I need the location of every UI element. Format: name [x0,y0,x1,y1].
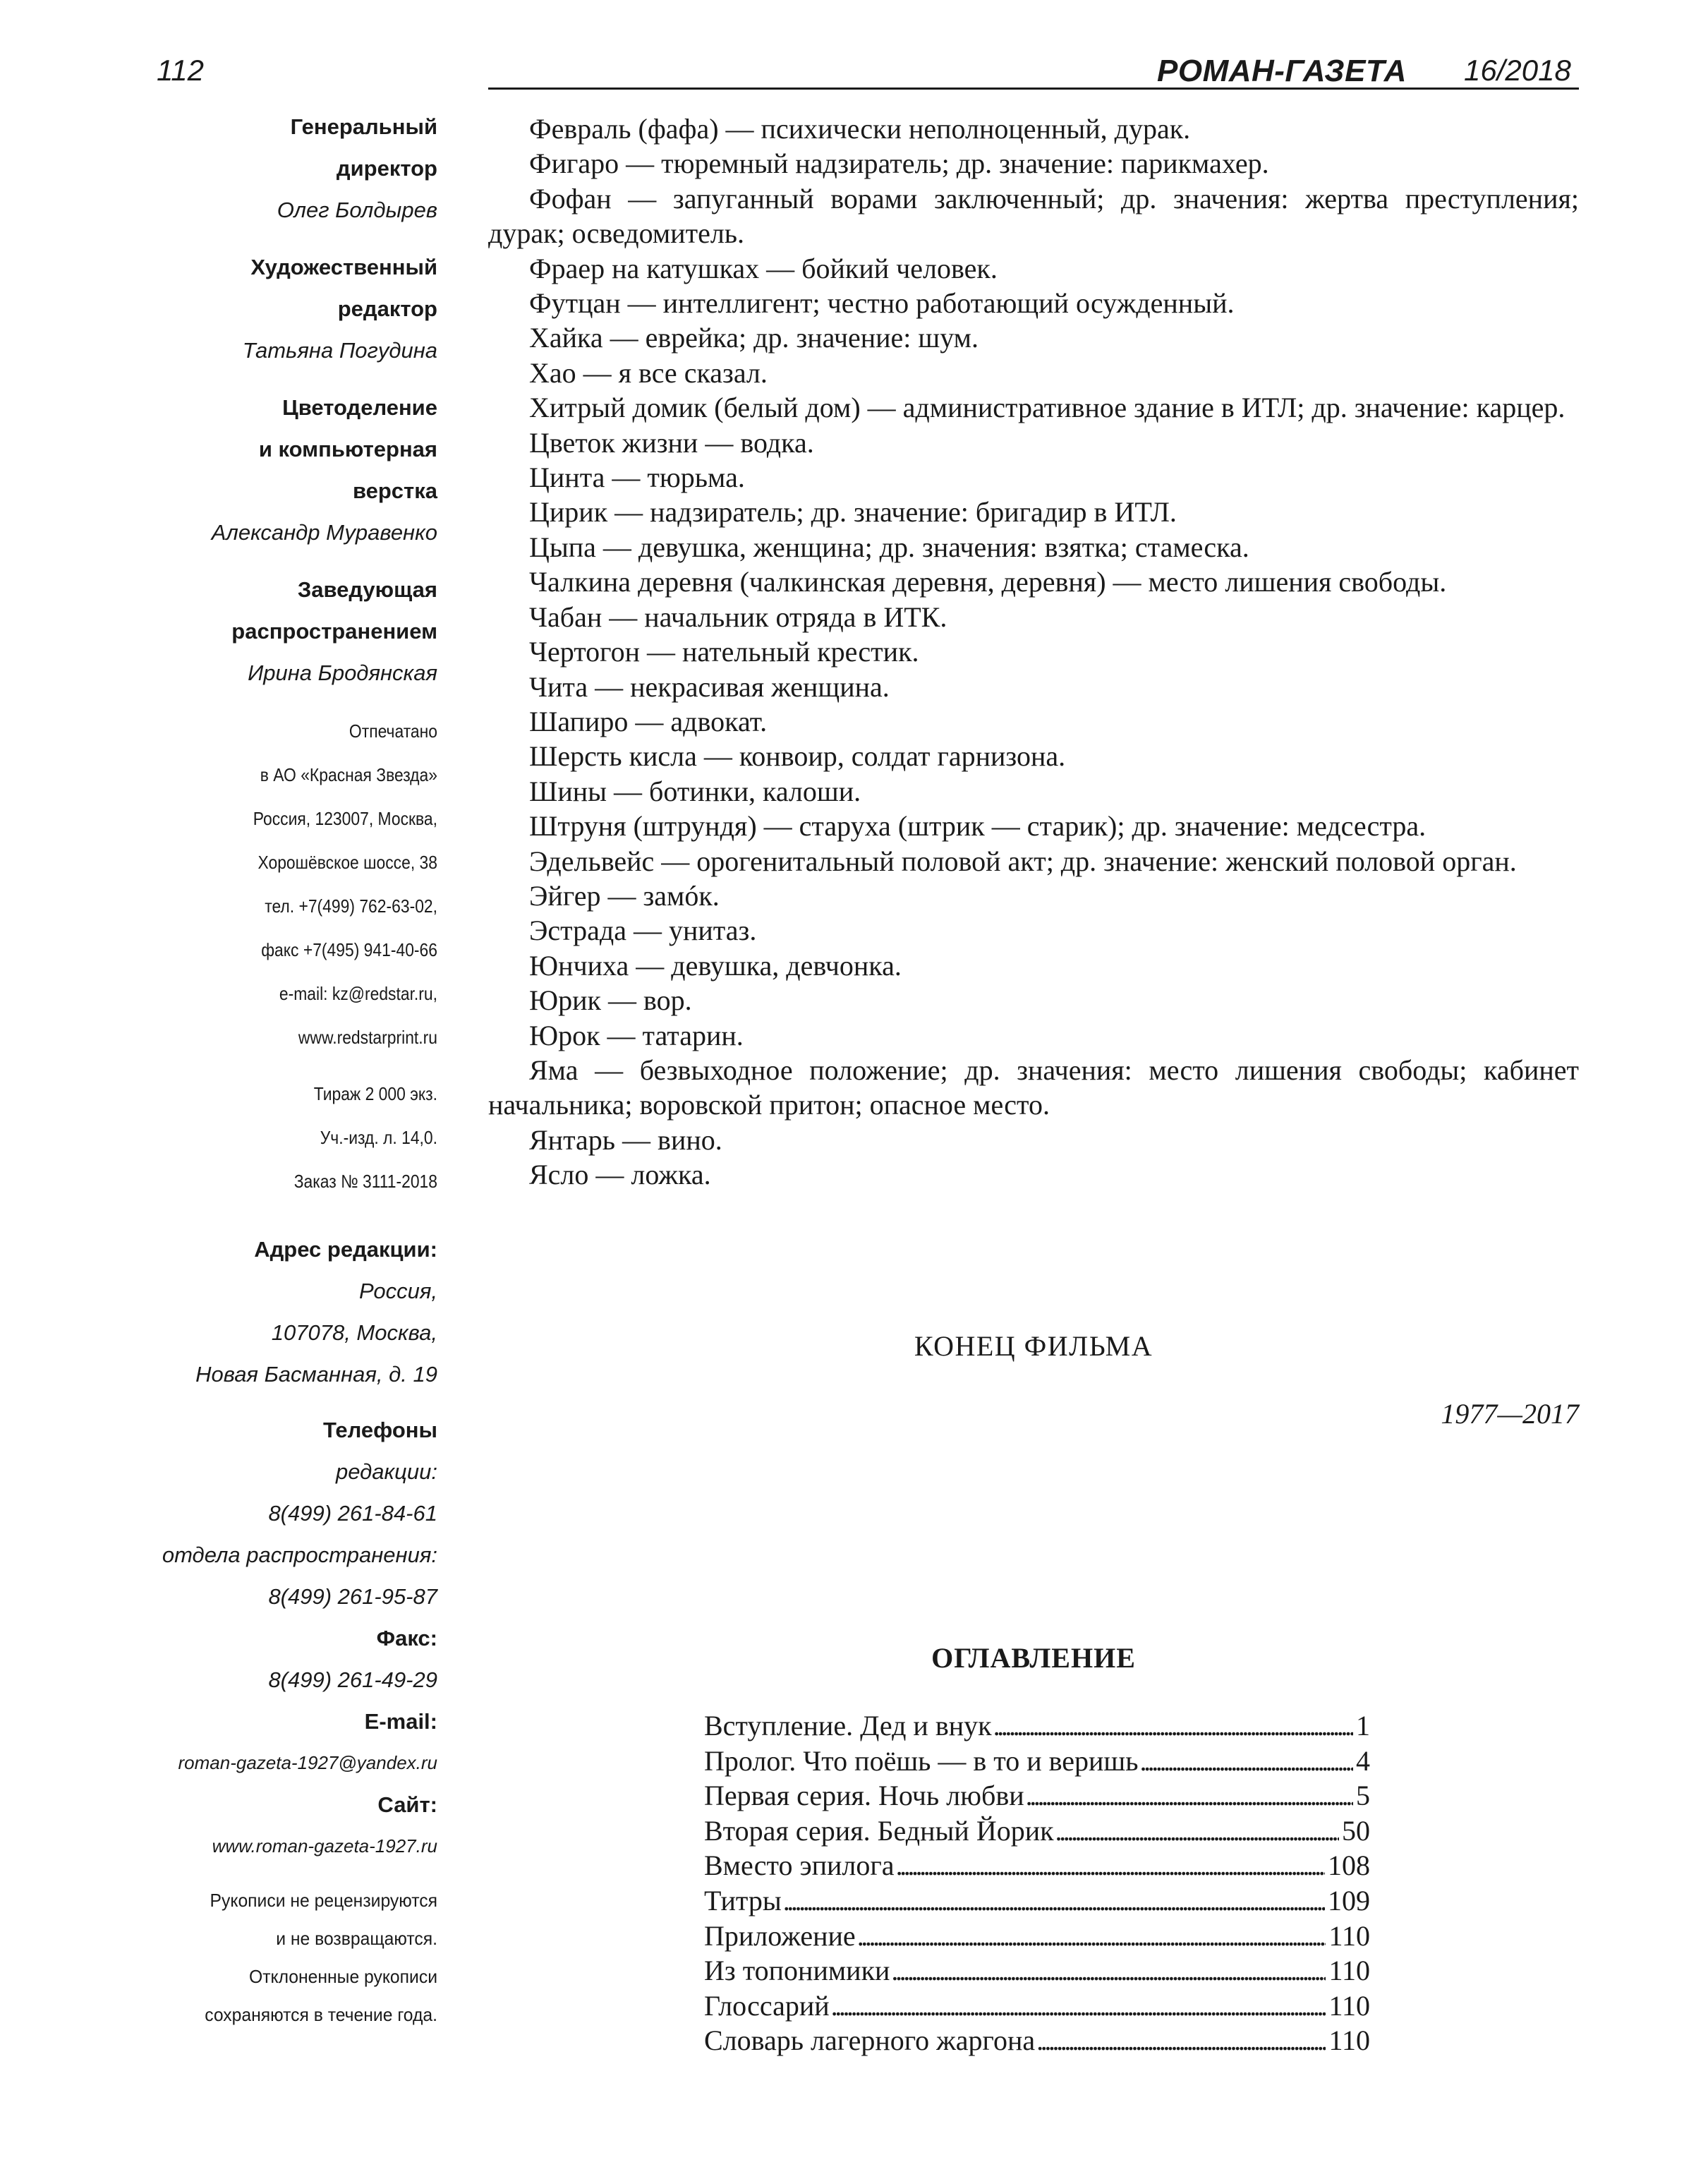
page-number: 112 [157,54,204,87]
art-editor-label-2: редактор [337,296,437,321]
glossary-entry: Хайка — еврейка; др. значение: шум. [529,322,979,354]
glossary-entry: Чалкина деревня (чалкинская деревня, деревня) — место лишения свободы. [529,566,1447,598]
header-rule [488,87,1579,90]
toc-item-page: 110 [1328,2024,1370,2057]
glossary-entry: Юрок — татарин. [529,1019,744,1051]
glossary-entry: Цветок жизни — водка. [529,426,814,459]
toc-item-title: Глоссарий [704,1989,830,2022]
glossary-entry: Фигаро — тюремный надзиратель; др. значение: парикмахер. [529,147,1269,180]
glossary-entry: Цинта — тюрьма. [529,461,745,494]
phones-editorial: 8(499) 261-84-61 [268,1501,437,1526]
imprint-column [106,106,437,2034]
toc-item [704,1884,1370,1919]
glossary-entry: Штруня (штрундя) — старуха (штрик — старик); др. значение: медсестра. [529,810,1427,843]
glossary-entry: Шины — ботинки, калоши. [529,775,861,807]
director-name: Олег Болдырев [277,198,437,222]
toc-leader [891,1954,1326,1987]
toc-item [704,1989,1370,2024]
print-line: факс +7(495) 941-40-66 [261,939,437,960]
address-label: Адрес редакции: [254,1237,437,1262]
toc-item [704,1744,1370,1780]
toc-item [704,1779,1370,1814]
distribution-label-1: Заведующая [297,577,437,602]
print-line: тел. +7(499) 762-63-02, [265,895,437,917]
run-line: Уч.-изд. л. 14,0. [320,1127,437,1148]
toc-item-title: Пролог. Что поёшь — в то и веришь [704,1744,1139,1777]
notice-line: и не возвращаются. [276,1928,437,1949]
toc-leader [831,1989,1326,2022]
print-line: e-mail: kz@redstar.ru, [279,983,437,1004]
toc-title: ОГЛАВЛЕНИЕ [931,1642,1136,1674]
phones-distribution: 8(499) 261-95-87 [268,1584,437,1609]
glossary-entry: Фраер на катушках — бойкий человек. [529,252,998,284]
toc-item-page: 110 [1328,1989,1370,2022]
distribution-label-2: распространением [231,619,437,644]
toc-item-title: Вступление. Дед и внук [704,1710,992,1742]
toc-item-page: 110 [1328,1955,1370,1987]
toc-item-title: Титры [704,1884,782,1917]
glossary-entry: Цыпа — девушка, женщина; др. значения: взятка; стамеска. [529,531,1249,563]
notice-line: сохраняются в течение года. [205,2004,437,2025]
layout-name: Александр Муравенко [211,520,437,545]
glossary-entry: Ясло — ложка. [529,1159,711,1191]
toc-leader [1139,1744,1353,1777]
toc-item-title: Первая серия. Ночь любви [704,1780,1024,1812]
magazine-title: РОМАН-ГАЗЕТА [1157,54,1407,88]
address-line: Россия, [359,1279,437,1303]
toc-leader [1036,2024,1326,2057]
toc-leader [857,1919,1326,1952]
email-label: E-mail: [364,1709,437,1734]
toc-item-page: 108 [1328,1849,1370,1882]
art-editor-name: Татьяна Погудина [242,338,437,363]
toc-item-page: 5 [1356,1780,1370,1812]
glossary-entry: Чертогон — нательный крестик. [529,636,919,668]
toc-item [704,1709,1370,1744]
toc-leader [896,1849,1325,1882]
glossary-entry: Цирик — надзиратель; др. значение: бригадир в ИТЛ. [529,496,1177,529]
toc-item [704,1954,1370,1989]
toc-leader [783,1884,1325,1917]
layout-label-1: Цветоделение [282,395,437,420]
glossary-entry: Шапиро — адвокат. [529,705,768,737]
toc-item [704,1919,1370,1955]
layout-label-3: верстка [352,478,437,503]
director-label-2: директор [336,156,437,181]
toc-item-title: Вторая серия. Бедный Йорик [704,1814,1054,1847]
glossary-entry: Хао — я все сказал. [529,356,768,389]
director-label-1: Генеральный [290,114,437,139]
email-address: roman-gazeta-1927@yandex.ru [178,1752,437,1773]
toc-item-page: 50 [1342,1814,1370,1847]
table-of-contents [704,1709,1370,2059]
glossary-entry: Футцан — интеллигент; честно работающий осужденный. [529,287,1235,320]
art-editor-label-1: Художественный [250,255,437,279]
glossary-entry: Хитрый домик (белый дом) — административное здание в ИТЛ; др. значение: карцер. [529,392,1565,424]
distribution-name: Ирина Бродянская [248,660,437,685]
toc-item [704,1814,1370,1849]
fax-label: Факс: [376,1626,437,1650]
address-line: 107078, Москва, [271,1320,437,1345]
issue-number: 16/2018 [1464,54,1571,87]
print-line: Хорошёвское шоссе, 38 [258,852,437,873]
toc-item-title: Вместо эпилога [704,1849,895,1882]
glossary-entry: Чабан — начальник отряда в ИТК. [529,600,947,633]
toc-item-page: 109 [1328,1884,1370,1917]
end-title: КОНЕЦ ФИЛЬМА [914,1330,1153,1362]
print-line: Отпечатано [349,720,437,742]
glossary-entry: Февраль (фафа) — психически неполноценный, дурак. [529,113,1191,145]
toc-leader [1055,1814,1339,1847]
toc-item-page: 4 [1356,1744,1370,1777]
run-line: Заказ № 3111-2018 [293,1171,437,1192]
toc-item [704,2024,1370,2059]
glossary-entry: Юрик — вор. [529,984,692,1017]
toc-item [704,1849,1370,1884]
site-label: Сайт: [377,1792,437,1817]
glossary-entry: Юнчиха — девушка, девчонка. [529,949,902,982]
toc-item-title: Приложение [704,1919,856,1952]
phones-label: Телефоны [322,1418,437,1442]
glossary-text [488,111,1579,1193]
notice-line: Рукописи не рецензируются [210,1890,437,1911]
phones-distribution-label: отдела распространения: [162,1543,437,1567]
glossary-entry: Яма — безвыходное положение; др. значения: место лишения свободы; кабинет начальника; воровской притон; опасное место. [488,1054,1579,1121]
site-address: www.roman-gazeta-1927.ru [212,1835,437,1857]
glossary-entry: Шерсть кисла — конвоир, солдат гарнизона. [529,740,1066,773]
years: 1977—2017 [1441,1398,1579,1430]
run-line: Тираж 2 000 экз. [313,1083,437,1104]
fax-number: 8(499) 261-49-29 [268,1667,437,1692]
print-line: Россия, 123007, Москва, [253,808,437,829]
print-line: в АО «Красная Звезда» [260,764,437,785]
toc-leader [993,1709,1353,1742]
glossary-entry: Чита — некрасивая женщина. [529,670,890,703]
print-line: www.redstarprint.ru [298,1027,437,1048]
glossary-entry: Эйгер — замóк. [529,879,720,912]
layout-label-2: и компьютерная [258,437,437,461]
toc-item-page: 1 [1356,1710,1370,1742]
glossary-entry: Янтарь — вино. [529,1123,722,1156]
notice-line: Отклоненные рукописи [248,1966,437,1987]
glossary-entry: Фофан — запуганный ворами заключенный; др. значения: жертва преступления; дурак; осведомитель. [488,182,1579,250]
toc-leader [1026,1779,1353,1812]
phones-editorial-label: редакции: [336,1459,437,1484]
glossary-entry: Эстрада — унитаз. [529,915,757,947]
address-line: Новая Басманная, д. 19 [195,1362,437,1387]
toc-item-title: Из топонимики [704,1955,890,1987]
toc-item-title: Словарь лагерного жаргона [704,2024,1036,2057]
glossary-entry: Эдельвейс — орогенитальный половой акт; др. значение: женский половой орган. [529,845,1517,877]
toc-item-page: 110 [1328,1919,1370,1952]
